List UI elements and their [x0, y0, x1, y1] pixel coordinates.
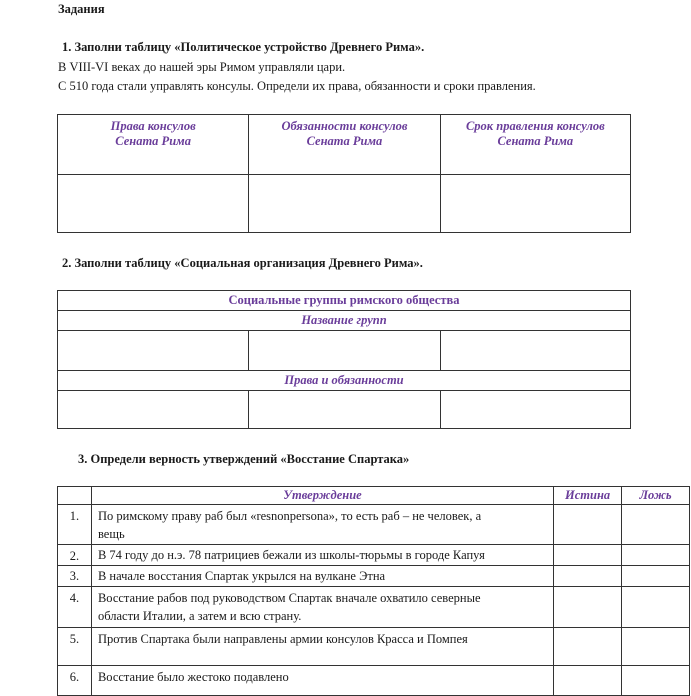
task1-answer-duties[interactable]	[249, 175, 440, 233]
false-cell[interactable]	[622, 587, 690, 628]
statement-text: Восстание было жестоко подавлено	[91, 666, 553, 696]
statement-text: Восстание рабов под руководством Спартак вначале охватило северные области Италии, а затем и всю страну.	[91, 587, 553, 628]
task1-title: 1. Заполни таблицу «Политическое устройство Древнего Рима».	[62, 40, 425, 54]
task2-title: 2. Заполни таблицу «Социальная организация Древнего Рима».	[62, 256, 423, 270]
task2-social-groups-header: Социальные группы римского общества	[58, 291, 631, 311]
row-number: 3.	[58, 566, 92, 587]
task1-answer-term[interactable]	[440, 175, 630, 233]
statement-text: В 74 году до н.э. 78 патрициев бежали из школы-тюрьмы в городе Капуя	[91, 545, 553, 566]
task1-header-rights: Права консулов Сената Рима	[58, 115, 249, 175]
task1-line1: В VIII-VI веках до нашей эры Римом управляли цари.	[58, 60, 346, 74]
task2-rights-cell[interactable]	[440, 391, 630, 429]
task1-line2: С 510 года стали управлять консулы. Определи их права, обязанности и сроки правления.	[58, 79, 536, 93]
task2-name-cell[interactable]	[440, 331, 630, 371]
task2-rights-cell[interactable]	[58, 391, 249, 429]
table-row	[58, 587, 690, 628]
false-cell[interactable]	[622, 566, 690, 587]
table-row	[58, 505, 690, 545]
row-number: 6.	[58, 666, 92, 696]
task1-header-duties: Обязанности консулов Сената Рима	[249, 115, 440, 175]
task2-names-label: Название групп	[58, 311, 631, 331]
task3-statement-header: Утверждение	[91, 487, 553, 505]
task2-table	[57, 290, 631, 429]
statement-text: По римскому праву раб был «resnonpersona», то есть раб – не человек, а вещь	[91, 505, 553, 545]
task3-table	[57, 486, 690, 696]
true-cell[interactable]	[554, 628, 622, 666]
true-cell[interactable]	[554, 505, 622, 545]
false-cell[interactable]	[622, 545, 690, 566]
table-row	[58, 666, 690, 696]
row-number: 1.	[58, 505, 92, 545]
true-cell[interactable]	[554, 545, 622, 566]
false-cell[interactable]	[622, 505, 690, 545]
task1-answer-rights[interactable]	[58, 175, 249, 233]
row-number: 2.	[58, 545, 92, 566]
true-cell[interactable]	[554, 566, 622, 587]
task3-true-header: Истина	[554, 487, 622, 505]
task2-rights-cell[interactable]	[249, 391, 440, 429]
task3-num-header	[58, 487, 92, 505]
table-row	[58, 628, 690, 666]
task2-name-cell[interactable]	[58, 331, 249, 371]
task2-rights-label: Права и обязанности	[58, 371, 631, 391]
task3-false-header: Ложь	[622, 487, 690, 505]
task1-table	[57, 114, 631, 233]
task3-title: 3. Определи верность утверждений «Восстание Спартака»	[78, 452, 410, 466]
row-number: 5.	[58, 628, 92, 666]
statement-text: Против Спартака были направлены армии консулов Красса и Помпея	[91, 628, 553, 666]
true-cell[interactable]	[554, 666, 622, 696]
table-row	[58, 545, 690, 566]
table-row	[58, 566, 690, 587]
row-number: 4.	[58, 587, 92, 628]
task1-header-term: Срок правления консулов Сената Рима	[440, 115, 630, 175]
statement-text: В начале восстания Спартак укрылся на вулкане Этна	[91, 566, 553, 587]
page-heading: Задания	[58, 2, 105, 16]
false-cell[interactable]	[622, 628, 690, 666]
task2-name-cell[interactable]	[249, 331, 440, 371]
true-cell[interactable]	[554, 587, 622, 628]
false-cell[interactable]	[622, 666, 690, 696]
